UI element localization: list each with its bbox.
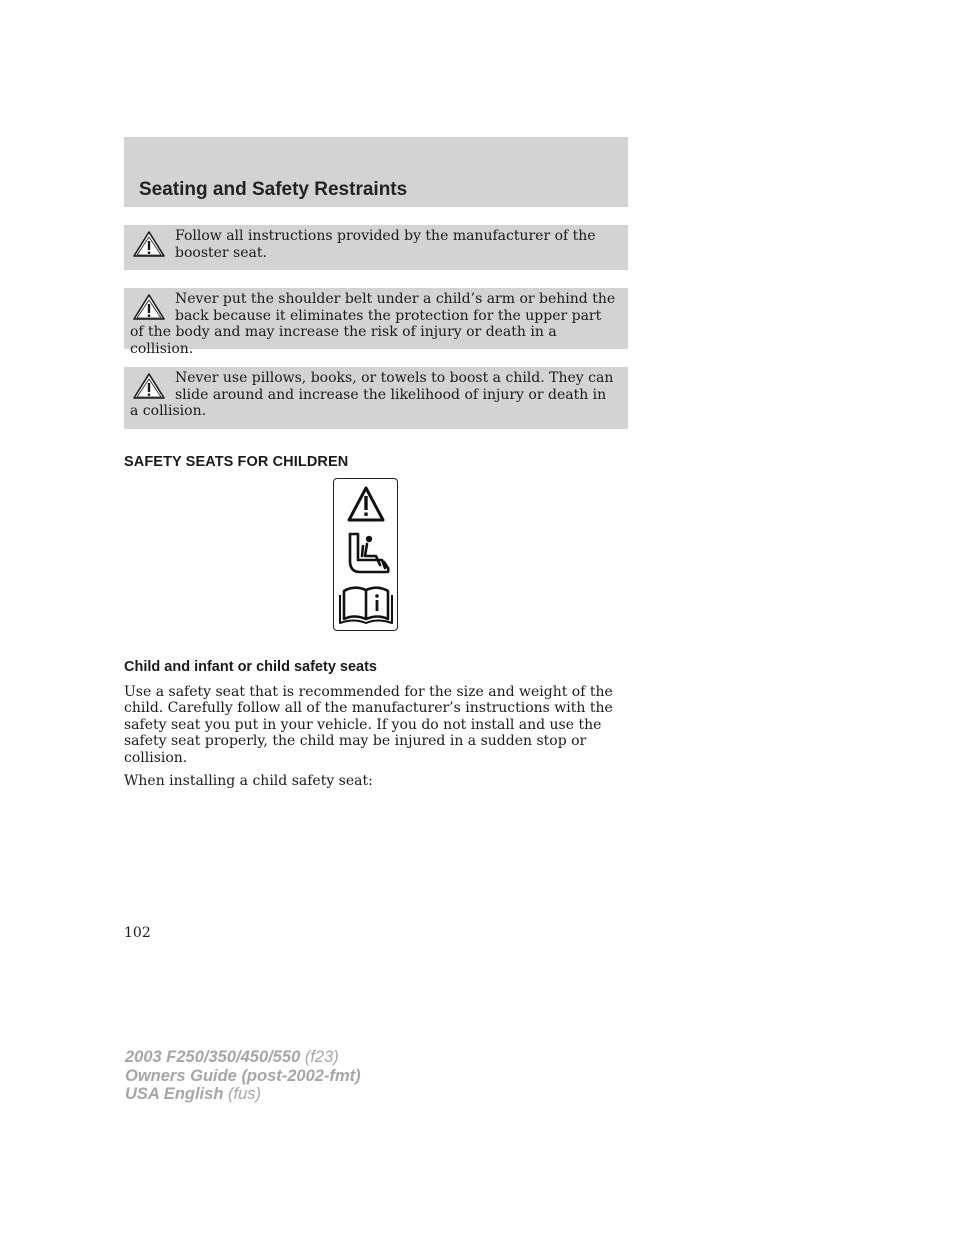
warning-box-1 [124,225,628,270]
subsection-heading: Child and infant or child safety seats [124,659,377,675]
section-heading: SAFETY SEATS FOR CHILDREN [124,454,349,470]
warning-text: Never put the shoulder belt under a child’s arm or behind the back because it eliminates the protection for the upper part of the body and may increase the risk of injury or death in a collision. [130,291,616,357]
footer-language: USA English [125,1085,224,1103]
warning-text: Never use pillows, books, or towels to boost a child. They can slide around and increase the likelihood of injury or death in a collision. [130,370,614,419]
warning-triangle-icon [132,372,166,400]
footer-metadata [125,1048,361,1104]
owner-manual-icon [340,588,392,623]
warning-box-2 [124,288,628,357]
section-header-band [124,137,628,207]
page-title: Seating and Safety Restraints [139,179,408,200]
body-paragraph: When installing a child safety seat: [124,773,373,789]
footer-language-code: (fus) [228,1085,261,1103]
footer-line-1 [125,1048,361,1067]
warning-triangle-icon [349,488,383,520]
warning-triangle-icon [132,293,166,321]
warning-box-3 [124,367,628,429]
symbol-panel-icons [334,479,397,630]
warning-text: Follow all instructions provided by the manufacturer of the booster seat. [175,228,596,261]
page-number: 102 [124,925,151,941]
footer-model: 2003 F250/350/450/550 [125,1048,301,1066]
body-paragraph: Use a safety seat that is recommended for the size and weight of the child. Carefully follow all of the manufacturer’s instructions with the safety seat you put in your vehicle. If you do not install and use the safety seat properly, the child may be injured in a sudden stop or collision. [124,684,613,766]
child-seat-icon [350,534,388,572]
warning-triangle-icon [132,230,166,258]
footer-model-code: (f23) [304,1048,339,1066]
footer-line-3 [125,1085,361,1104]
footer-line-2: Owners Guide (post-2002-fmt) [125,1066,361,1085]
symbol-panel [333,478,398,631]
